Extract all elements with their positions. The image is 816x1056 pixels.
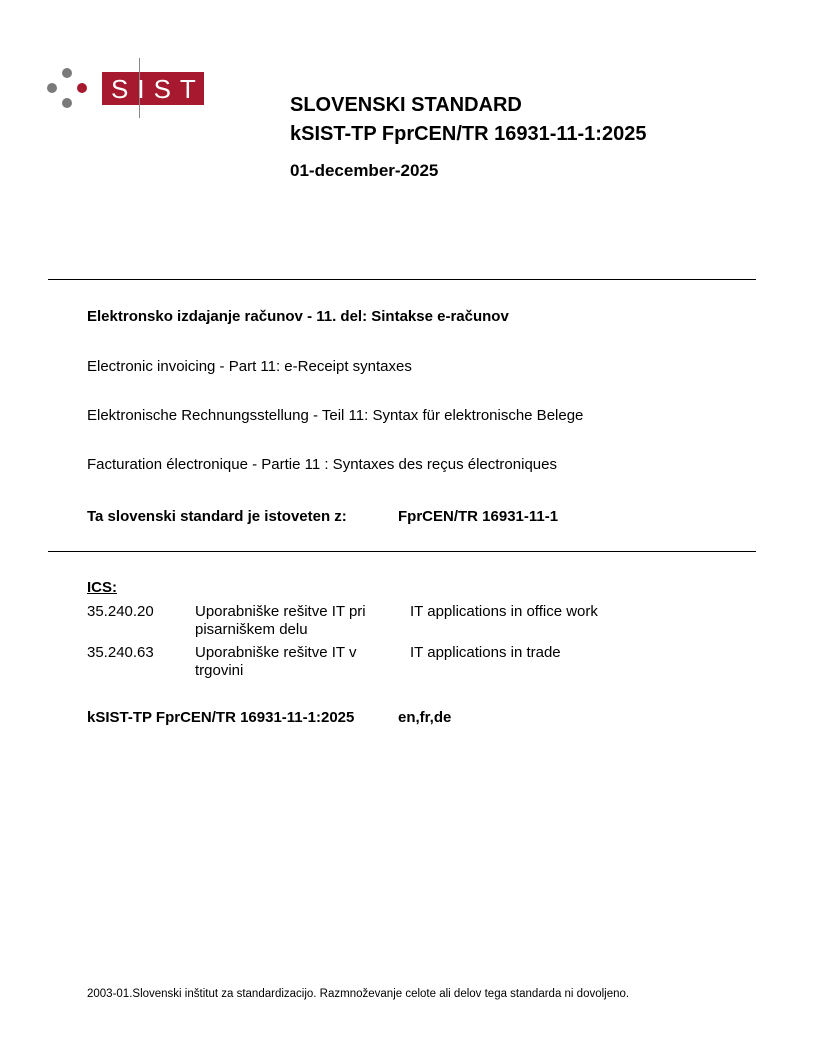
ics-en: IT applications in trade (410, 644, 561, 661)
divider (48, 551, 756, 552)
identical-value: FprCEN/TR 16931-11-1 (398, 508, 559, 525)
logo-dot (62, 68, 72, 78)
ics-code: 35.240.20 (87, 603, 154, 620)
designation-languages: en,fr,de (398, 709, 452, 726)
ics-code: 35.240.63 (87, 644, 154, 661)
title-sl: Elektronsko izdajanje računov - 11. del: Sintakse e-računov (87, 308, 509, 325)
logo-dot (62, 98, 72, 108)
standard-date: 01-december-2025 (290, 161, 439, 180)
title-de: Elektronische Rechnungsstellung - Teil 11: Syntax für elektronische Belege (87, 407, 584, 424)
logo-dot (47, 83, 57, 93)
divider (48, 279, 756, 280)
ics-en: IT applications in office work (410, 603, 598, 620)
title-fr: Facturation électronique - Partie 11 : Syntaxes des reçus électroniques (87, 456, 557, 473)
ics-label: ICS: (87, 579, 117, 596)
ics-sl-line2: pisarniškem delu (195, 621, 308, 638)
ics-sl-line1: Uporabniške rešitve IT pri (195, 603, 366, 620)
logo-dot-red (77, 83, 87, 93)
standard-code: kSIST-TP FprCEN/TR 16931-11-1:2025 (290, 123, 647, 145)
standard-type: SLOVENSKI STANDARD (290, 94, 522, 116)
title-en: Electronic invoicing - Part 11: e-Receipt syntaxes (87, 358, 412, 375)
identical-label: Ta slovenski standard je istoveten z: (87, 508, 347, 525)
logo-text: SIST (111, 74, 205, 104)
ics-sl-line2: trgovini (195, 662, 244, 679)
designation-code: kSIST-TP FprCEN/TR 16931-11-1:2025 (87, 709, 355, 726)
ics-sl-line1: Uporabniške rešitve IT v (195, 644, 357, 661)
copyright-footer: 2003-01.Slovenski inštitut za standardizacijo. Razmnoževanje celote ali delov tega standarda ni dovoljeno. (87, 988, 630, 1000)
